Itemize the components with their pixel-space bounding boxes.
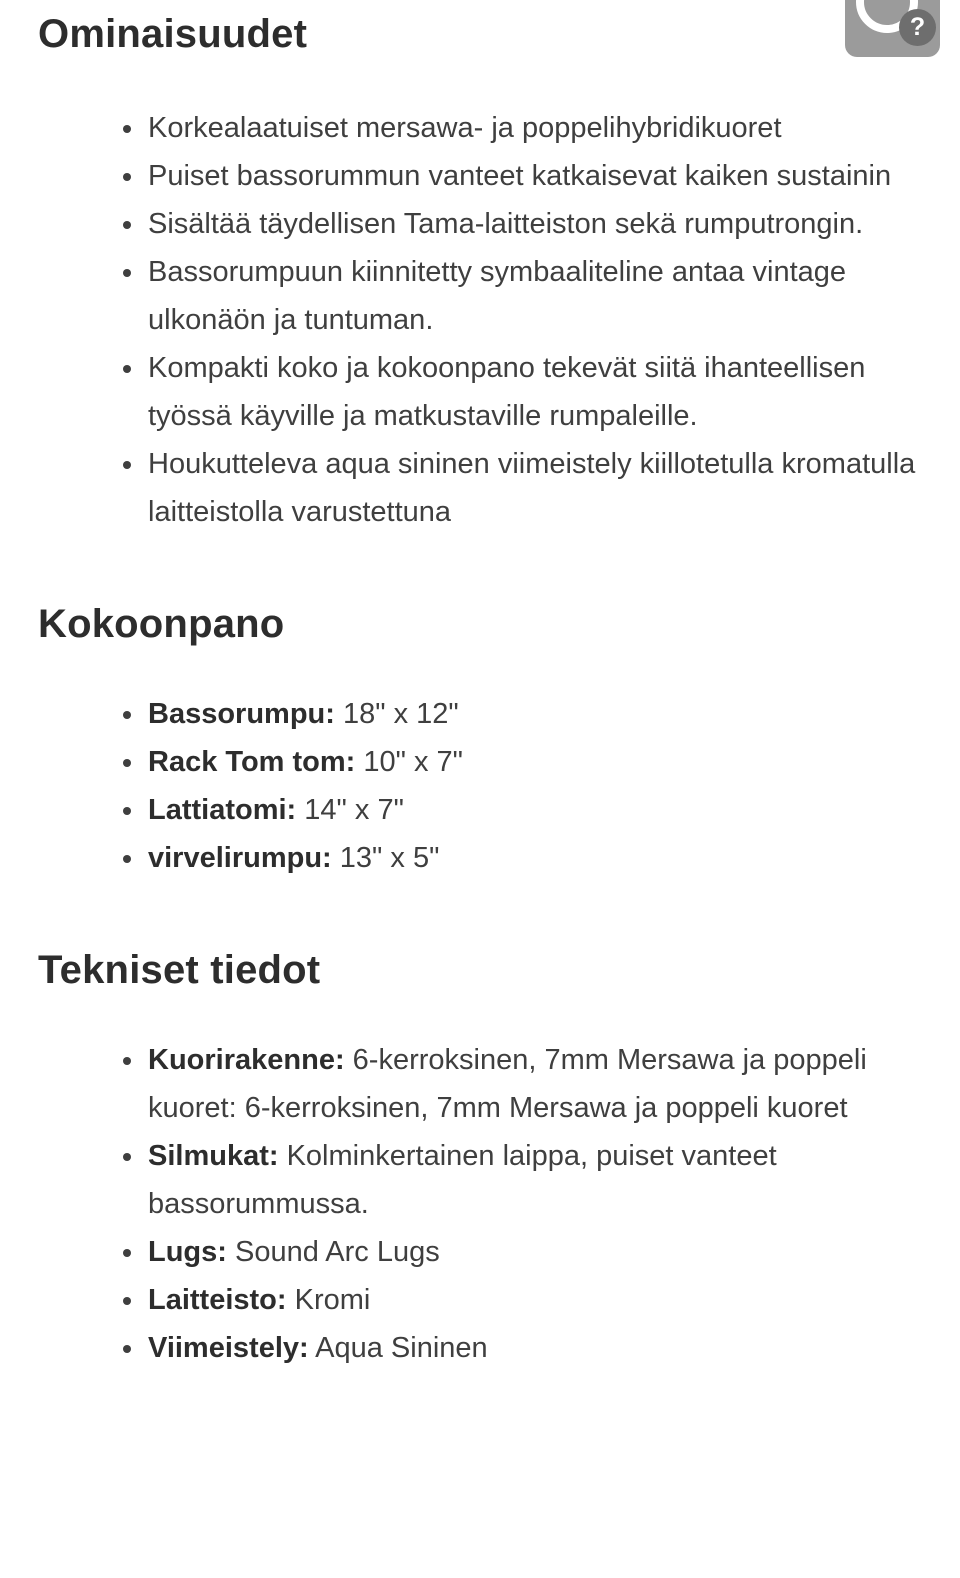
item-text: 6-kerroksinen, 7mm Mersawa ja poppeli kuoret: 6-kerroksinen, 7mm Mersawa ja poppeli kuoret bbox=[148, 1044, 867, 1124]
item-label: Viimeistely: bbox=[148, 1332, 309, 1364]
configuration-list bbox=[38, 690, 916, 882]
spec-item bbox=[146, 1228, 916, 1276]
section-title-configuration: Kokoonpano bbox=[38, 602, 285, 646]
section-title-features: Ominaisuudet bbox=[38, 12, 308, 56]
section-features bbox=[38, 10, 922, 536]
item-text: Puiset bassorummun vanteet katkaisevat kaiken sustainin bbox=[148, 160, 892, 192]
item-text: 10" x 7" bbox=[355, 746, 463, 778]
item-label: Rack Tom tom: bbox=[148, 746, 356, 778]
item-text: 18" x 12" bbox=[334, 698, 459, 730]
feature-item bbox=[146, 440, 916, 536]
feature-item bbox=[146, 344, 916, 440]
config-item bbox=[146, 786, 916, 834]
section-technical-specs bbox=[38, 946, 922, 1372]
item-text: Sound Arc Lugs bbox=[226, 1236, 440, 1268]
help-question-icon bbox=[899, 9, 936, 46]
item-text: 13" x 5" bbox=[331, 842, 440, 874]
feature-item bbox=[146, 248, 916, 344]
section-title-technical-specs: Tekniset tiedot bbox=[38, 948, 321, 992]
feature-item bbox=[146, 152, 916, 200]
item-text: Korkealaatuiset mersawa- ja poppelihybridikuoret bbox=[148, 112, 782, 144]
feature-item bbox=[146, 104, 916, 152]
item-label: Bassorumpu: bbox=[148, 698, 335, 730]
item-label: Silmukat: bbox=[148, 1140, 279, 1172]
item-text: Kolminkertainen laippa, puiset vanteet bassorummussa. bbox=[148, 1140, 777, 1220]
config-item bbox=[146, 738, 916, 786]
item-label: Lattiatomi: bbox=[148, 794, 297, 826]
item-label: Lugs: bbox=[148, 1236, 227, 1268]
item-text: Kromi bbox=[286, 1284, 371, 1316]
item-label: Laitteisto: bbox=[148, 1284, 287, 1316]
item-label: virvelirumpu: bbox=[148, 842, 332, 874]
item-label: Kuorirakenne: bbox=[148, 1044, 345, 1076]
item-text: Bassorumpuun kiinnitetty symbaaliteline antaa vintage ulkonäön ja tuntuman. bbox=[148, 256, 847, 336]
specs-list bbox=[38, 1036, 916, 1372]
spec-item bbox=[146, 1036, 916, 1132]
item-text: Aqua Sininen bbox=[308, 1332, 488, 1364]
spec-item bbox=[146, 1276, 916, 1324]
item-text: Kompakti koko ja kokoonpano tekevät siitä ihanteellisen työssä käyville ja matkustaville rumpaleille. bbox=[148, 352, 866, 432]
item-text: Sisältää täydellisen Tama-laitteiston sekä rumputrongin. bbox=[148, 208, 864, 240]
section-configuration bbox=[38, 600, 922, 882]
feature-item bbox=[146, 200, 916, 248]
spec-item bbox=[146, 1132, 916, 1228]
question-mark-glyph: ? bbox=[909, 13, 926, 41]
item-text: 14" x 7" bbox=[296, 794, 404, 826]
config-item bbox=[146, 834, 916, 882]
accessibility-help-widget[interactable] bbox=[845, 0, 940, 57]
feature-list bbox=[38, 104, 916, 536]
config-item bbox=[146, 690, 916, 738]
spec-item bbox=[146, 1324, 916, 1372]
item-text: Houkutteleva aqua sininen viimeistely kiillotetulla kromatulla laitteistolla varustettuna bbox=[148, 448, 916, 528]
